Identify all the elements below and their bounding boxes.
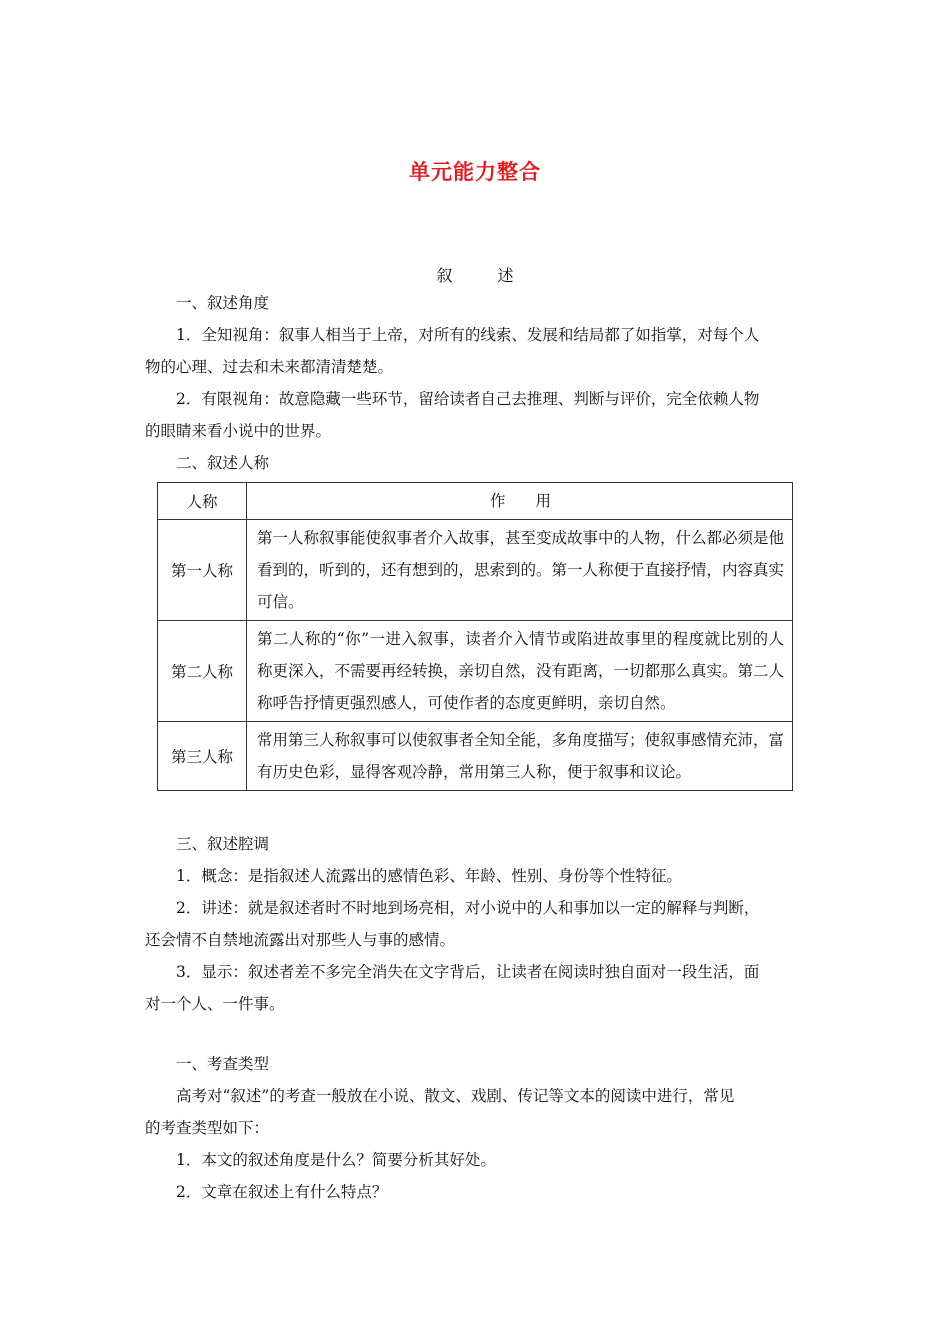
table-row [158, 520, 793, 621]
paragraph-limited-line2: 的眼睛来看小说中的世界。 [145, 422, 332, 440]
paragraph-omniscient-line2: 物的心理、过去和未来都清清楚楚。 [145, 358, 394, 376]
section-subtitle: 叙 述 [436, 266, 534, 285]
table-cell-person: 第一人称 [158, 520, 247, 621]
exam-question-1: 1．本文的叙述角度是什么？简要分析其好处。 [176, 1151, 496, 1169]
table-header-effect: 作用 [247, 483, 793, 520]
table-row [158, 621, 793, 722]
heading-narrative-tone: 三、叙述腔调 [176, 835, 270, 853]
paragraph-telling-line1: 2．讲述：就是叙述者时不时地到场亮相，对小说中的人和事加以一定的解释与判断， [176, 899, 760, 917]
paragraph-telling-line2: 还会情不自禁地流露出对那些人与事的感情。 [145, 931, 456, 949]
heading-narrative-person: 二、叙述人称 [176, 454, 270, 472]
paragraph-concept: 1．概念：是指叙述人流露出的感情色彩、年龄、性别、身份等个性特征。 [176, 867, 682, 885]
paragraph-showing-line2: 对一个人、一件事。 [145, 995, 285, 1013]
table-header-row [158, 483, 793, 520]
paragraph-exam-intro-line1: 高考对“叙述”的考查一般放在小说、散文、戏剧、传记等文本的阅读中进行，常见 [176, 1087, 735, 1105]
paragraph-limited-line1: 2．有限视角：故意隐藏一些环节，留给读者自己去推理、判断与评价，完全依赖人物 [176, 390, 760, 408]
page-title: 单元能力整合 [409, 160, 541, 184]
paragraph-exam-intro-line2: 的考查类型如下： [145, 1119, 270, 1137]
table-cell-person: 第二人称 [158, 621, 247, 722]
heading-narrative-angle: 一、叙述角度 [176, 294, 270, 312]
table-cell-effect: 常用第三人称叙事可以使叙事者全知全能，多角度描写；使叙事感情充沛，富有历史色彩，显得客观冷静，常用第三人称，便于叙事和议论。 [247, 722, 793, 791]
table-header-person: 人称 [158, 483, 247, 520]
paragraph-omniscient-line1: 1．全知视角：叙事人相当于上帝，对所有的线索、发展和结局都了如指掌，对每个人 [176, 326, 760, 344]
exam-question-2: 2．文章在叙述上有什么特点？ [176, 1183, 388, 1201]
table-cell-effect: 第二人称的“你”一进入叙事，读者介入情节或陷进故事里的程度就比别的人称更深入，不需要再经转换，亲切自然，没有距离，一切都那么真实。第二人称呼告抒情更强烈感人，可使作者的态度更鲜明，亲切自然。 [247, 621, 793, 722]
table-cell-person: 第三人称 [158, 722, 247, 791]
heading-exam-types: 一、考查类型 [176, 1055, 270, 1073]
table-cell-effect: 第一人称叙事能使叙事者介入故事，甚至变成故事中的人物，什么都必须是他看到的，听到的，还有想到的，思索到的。第一人称便于直接抒情，内容真实可信。 [247, 520, 793, 621]
narrative-person-table [157, 482, 793, 791]
paragraph-showing-line1: 3．显示：叙述者差不多完全消失在文字背后，让读者在阅读时独自面对一段生活，面 [176, 963, 760, 981]
table-row [158, 722, 793, 791]
